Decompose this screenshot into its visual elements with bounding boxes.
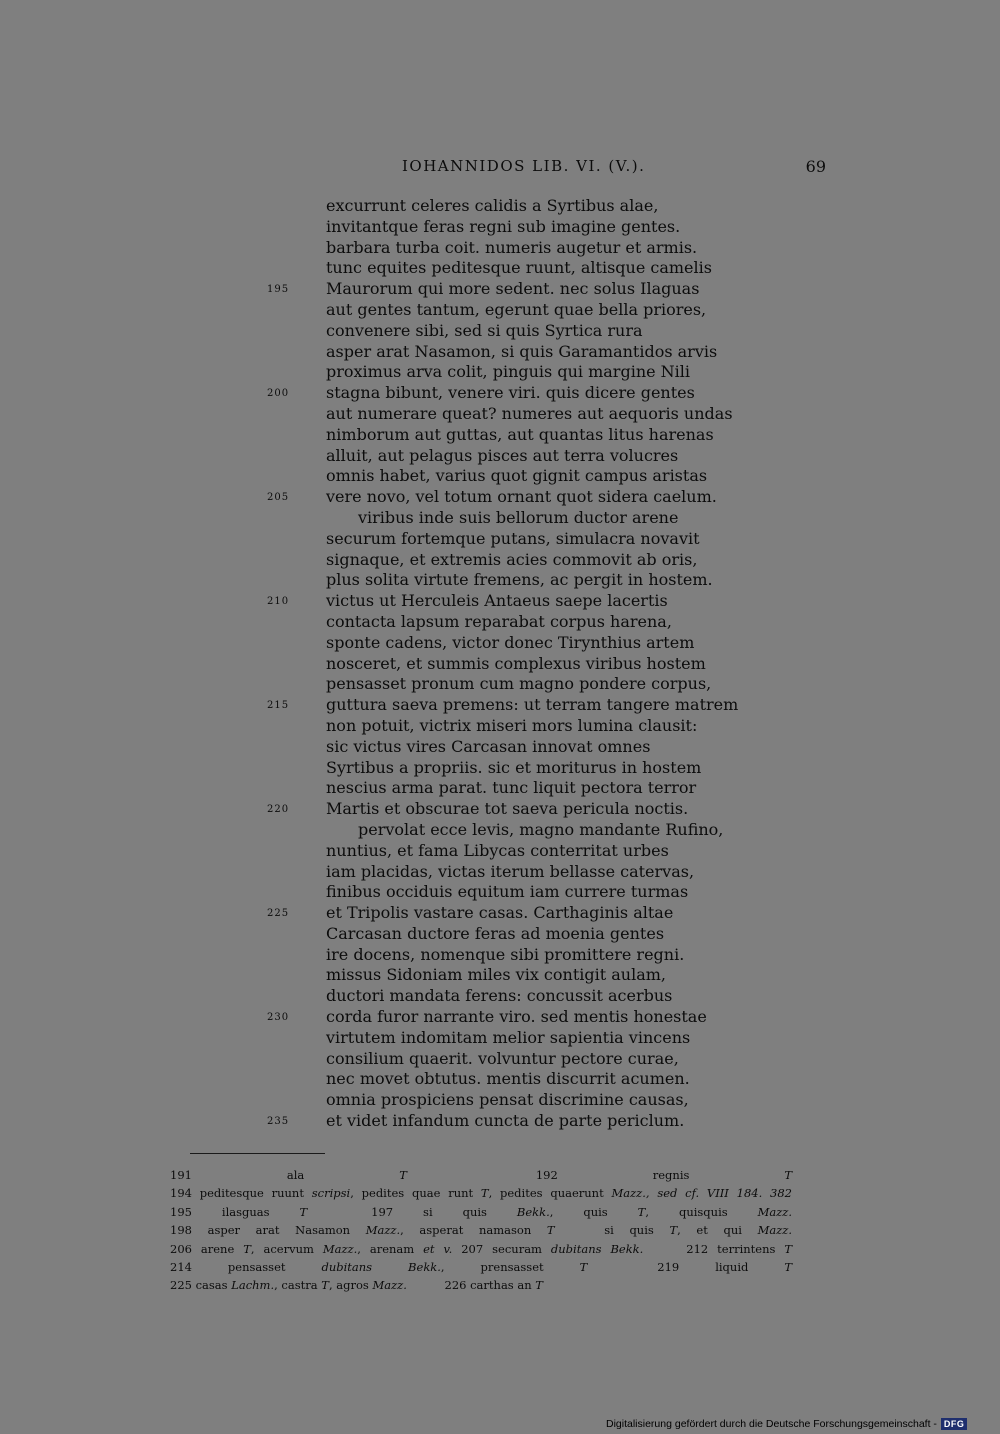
- verse-text: Syrtibus a propriis. sic et moriturus in hostem: [326, 757, 702, 777]
- verse-text: victus ut Herculeis Antaeus saepe lacertis: [326, 591, 668, 611]
- apparatus-text: , castra: [274, 1278, 322, 1293]
- apparatus-siglum: T: [535, 1278, 543, 1293]
- apparatus-text: 194 peditesque ruunt: [170, 1186, 312, 1201]
- apparatus-note: [170, 1186, 792, 1200]
- apparatus-note: [170, 1223, 555, 1237]
- verse-line: [170, 1007, 730, 1028]
- verse-text: nec movet obtutus. mentis discurrit acumen.: [326, 1069, 690, 1089]
- verse-text: consilium quaerit. volvuntur pectore curae,: [326, 1048, 679, 1068]
- verse-text: asper arat Nasamon, si quis Garamantidos arvis: [326, 341, 718, 361]
- verse-line: [170, 1069, 730, 1090]
- verse-text: aut gentes tantum, egerunt quae bella priores,: [326, 299, 707, 319]
- verse-line: [170, 799, 730, 820]
- verse-text: omnis habet, varius quot gignit campus aristas: [326, 466, 708, 486]
- footer-credit: Digitalisierung gefördert durch die Deutsche Forschungsgemeinschaft -: [606, 1418, 937, 1430]
- apparatus-note: [604, 1223, 792, 1237]
- digitization-footer: [606, 1418, 967, 1430]
- apparatus-siglum: T: [784, 1260, 793, 1275]
- verse-line: [170, 841, 730, 862]
- verse-text: securum fortemque putans, simulacra novavit: [326, 528, 700, 548]
- verse-line: [170, 612, 730, 633]
- apparatus-siglum: Lachm.: [231, 1278, 275, 1293]
- apparatus-text: , arenam: [357, 1241, 424, 1256]
- verse-line: [170, 924, 730, 945]
- apparatus-text: , quis: [549, 1204, 638, 1219]
- verse-text: pervolat ecce levis, magno mandante Rufino,: [358, 819, 724, 839]
- verse-text: sponte cadens, victor donec Tirynthius artem: [326, 632, 695, 652]
- verse-text: nuntius, et fama Libycas conterritat urbes: [326, 840, 669, 860]
- line-number: 205: [267, 492, 290, 504]
- apparatus-siglum: dubitans Bekk.: [550, 1241, 644, 1256]
- verse-text: signaque, et extremis acies commovit ab oris,: [326, 549, 698, 569]
- apparatus-text: 219 liquid: [657, 1260, 785, 1275]
- verse-text: Carcasan ductore feras ad moenia gentes: [326, 923, 665, 943]
- verse-text: vere novo, vel totum ornant quot sidera caelum.: [326, 487, 717, 507]
- apparatus-note: [170, 1260, 587, 1274]
- apparatus-siglum: T: [784, 1168, 793, 1182]
- apparatus-text: 207 securam: [452, 1241, 551, 1256]
- apparatus-text: 198 asper arat Nasamon: [170, 1223, 366, 1238]
- verse-line: [170, 321, 730, 342]
- apparatus-siglum: Mazz.: [372, 1278, 407, 1293]
- verse-line: [170, 258, 730, 279]
- critical-apparatus: [170, 1166, 826, 1295]
- verse-text: guttura saeva premens: ut terram tangere matrem: [326, 695, 739, 715]
- verse-line: [170, 945, 730, 966]
- dfg-logo: DFG: [941, 1418, 968, 1430]
- verse-line: [170, 383, 730, 404]
- verse-line: [170, 716, 730, 737]
- apparatus-text: 225 casas: [170, 1278, 232, 1293]
- verse-text: nescius arma parat. tunc liquit pectora terror: [326, 778, 697, 798]
- apparatus-text: , pedites quae runt: [350, 1186, 481, 1201]
- verse-line: [170, 508, 730, 529]
- verse-text: corda furor narrante viro. sed mentis honestae: [326, 1007, 707, 1027]
- footnote-rule: [190, 1153, 325, 1154]
- apparatus-note: [170, 1205, 307, 1219]
- verse-line: [170, 591, 730, 612]
- apparatus-text: 226 carthas an: [444, 1278, 536, 1293]
- apparatus-siglum: Mazz., sed cf. VIII 184. 382: [611, 1186, 792, 1201]
- apparatus-text: si quis: [604, 1223, 670, 1238]
- page-header: [170, 157, 826, 179]
- apparatus-siglum: T: [321, 1278, 329, 1293]
- verse-line: [170, 695, 739, 716]
- apparatus-text: 197 si quis: [371, 1204, 517, 1219]
- verse-line: [170, 1049, 730, 1070]
- apparatus-text: 212 terrintens: [686, 1241, 785, 1256]
- verse-line: [170, 674, 730, 695]
- verse-line: [170, 550, 730, 571]
- verse-text: ire docens, nomenque sibi promittere regni.: [326, 944, 685, 964]
- apparatus-siglum: T: [784, 1241, 793, 1256]
- verse-text: plus solita virtute fremens, ac pergit in hostem.: [326, 570, 713, 590]
- verse-line: [170, 403, 733, 425]
- apparatus-text: , asperat namason: [400, 1223, 547, 1238]
- verse-line: [170, 300, 730, 321]
- apparatus-note: [170, 1168, 407, 1182]
- apparatus-siglum: T: [299, 1204, 308, 1219]
- apparatus-text: , acervum: [250, 1241, 323, 1256]
- verse-text: pensasset pronum cum magno pondere corpus,: [326, 674, 712, 694]
- verse-line: [170, 362, 730, 383]
- verse-line: [170, 238, 730, 259]
- verse-text: missus Sidoniam miles vix contigit aulam,: [326, 965, 666, 985]
- verse-line: [170, 986, 730, 1007]
- verse-line: [170, 633, 730, 654]
- apparatus-siglum: T: [399, 1168, 407, 1182]
- verse-text: non potuit, victrix miseri mors lumina clausit:: [326, 715, 698, 735]
- apparatus-siglum: Bekk.: [516, 1204, 550, 1219]
- verse-text: excurrunt celeres calidis a Syrtibus alae,: [326, 196, 659, 215]
- apparatus-text: , quisquis: [645, 1204, 758, 1219]
- verse-line: [170, 342, 730, 363]
- verse-text: viribus inde suis bellorum ductor arene: [358, 507, 679, 527]
- verse-text: tunc equites peditesque ruunt, altisque camelis: [326, 258, 712, 278]
- apparatus-siglum: Mazz.: [757, 1204, 793, 1219]
- apparatus-note: [445, 1278, 543, 1292]
- verse-line: [170, 279, 730, 300]
- running-head: IOHANNIDOS LIB. VI. (V.).: [402, 157, 646, 175]
- verse-line: [170, 654, 730, 675]
- verse-line: [170, 570, 730, 591]
- verse-line: [170, 737, 730, 758]
- verse-line: [170, 466, 730, 487]
- verse-line: [170, 196, 730, 217]
- apparatus-text: 206 arene: [170, 1241, 244, 1256]
- verse-text: iam placidas, victas iterum bellasse catervas,: [326, 861, 695, 881]
- verse-text: convenere sibi, sed si quis Syrtica rura: [326, 320, 643, 340]
- apparatus-siglum: scripsi: [311, 1186, 351, 1201]
- apparatus-siglum: dubitans Bekk.: [321, 1260, 441, 1275]
- verse-line: [170, 1028, 730, 1049]
- apparatus-note: [371, 1205, 792, 1219]
- verse-text: invitantque feras regni sub imagine gentes.: [326, 216, 681, 236]
- verse-text: Maurorum qui more sedent. nec solus Ilaguas: [326, 279, 700, 299]
- verse-line: [170, 778, 730, 799]
- apparatus-note: [536, 1168, 792, 1182]
- verse-text: alluit, aut pelagus pisces aut terra volucres: [326, 445, 679, 465]
- verse-text: aut numerare queat? numeres aut aequoris undas: [326, 403, 733, 423]
- apparatus-note: [170, 1242, 643, 1256]
- apparatus-siglum: T: [669, 1223, 678, 1238]
- verse-block: [170, 196, 739, 1132]
- verse-line: [170, 487, 730, 508]
- apparatus-text: 214 pensasset: [170, 1260, 322, 1275]
- apparatus-text: , agros: [328, 1278, 373, 1293]
- verse-line: [170, 529, 730, 550]
- verse-text: barbara turba coit. numeris augetur et armis.: [326, 237, 698, 257]
- line-number: 220: [267, 804, 290, 816]
- page-number: 69: [805, 157, 826, 176]
- apparatus-text: , pedites quaerunt: [488, 1186, 612, 1201]
- verse-line: [170, 1090, 730, 1111]
- apparatus-siglum: T: [579, 1260, 588, 1275]
- line-number: 210: [267, 596, 290, 608]
- verse-text: sic victus vires Carcasan innovat omnes: [326, 736, 651, 756]
- apparatus-text: 195 ilasguas: [170, 1204, 300, 1219]
- line-number: 215: [267, 700, 290, 712]
- verse-line: [170, 425, 730, 446]
- verse-text: et Tripolis vastare casas. Carthaginis altae: [326, 903, 674, 923]
- verse-text: ductori mandata ferens: concussit acerbus: [326, 986, 673, 1006]
- verse-text: omnia prospiciens pensat discrimine causas,: [326, 1090, 689, 1110]
- apparatus-siglum: T: [480, 1186, 489, 1201]
- verse-line: [170, 217, 730, 238]
- line-number: 225: [267, 908, 290, 920]
- line-number: 200: [267, 388, 290, 400]
- apparatus-siglum: T: [243, 1241, 251, 1256]
- apparatus-note: [686, 1242, 792, 1256]
- apparatus-siglum: T: [546, 1223, 555, 1238]
- apparatus-siglum: Mazz.: [365, 1223, 401, 1238]
- verse-text: virtutem indomitam melior sapientia vincens: [326, 1027, 691, 1047]
- line-number: 235: [267, 1116, 290, 1128]
- line-number: 195: [267, 284, 290, 296]
- verse-line: [170, 1111, 730, 1132]
- verse-text: finibus occiduis equitum iam currere turmas: [326, 882, 689, 902]
- apparatus-siglum: T: [637, 1204, 646, 1219]
- verse-text: nimborum aut guttas, aut quantas litus harenas: [326, 424, 714, 444]
- verse-line: [170, 903, 730, 924]
- verse-line: [170, 965, 730, 986]
- apparatus-note: [657, 1260, 792, 1274]
- line-number: 230: [267, 1012, 290, 1024]
- verse-text: contacta lapsum reparabat corpus harena,: [326, 611, 672, 631]
- verse-text: nosceret, et summis complexus viribus hostem: [326, 653, 706, 673]
- apparatus-siglum: Mazz.: [757, 1223, 793, 1238]
- verse-text: et videt infandum cuncta de parte periclum.: [326, 1111, 685, 1131]
- apparatus-note: [170, 1278, 407, 1292]
- verse-line: [170, 820, 730, 841]
- verse-text: stagna bibunt, venere viri. quis dicere gentes: [326, 383, 695, 403]
- apparatus-text: , prensasset: [440, 1260, 580, 1275]
- apparatus-text: , et qui: [677, 1223, 758, 1238]
- verse-line: [170, 862, 730, 883]
- apparatus-text: 192 regnis: [535, 1168, 785, 1182]
- apparatus-siglum: et v.: [423, 1241, 453, 1256]
- apparatus-siglum: Mazz.: [322, 1241, 358, 1256]
- verse-text: proximus arva colit, pinguis qui margine Nili: [326, 362, 691, 382]
- verse-line: [170, 446, 730, 467]
- verse-text: Martis et obscurae tot saeva pericula noctis.: [326, 799, 689, 819]
- apparatus-text: 191 ala: [170, 1168, 400, 1182]
- verse-line: [170, 758, 730, 779]
- verse-line: [170, 882, 730, 903]
